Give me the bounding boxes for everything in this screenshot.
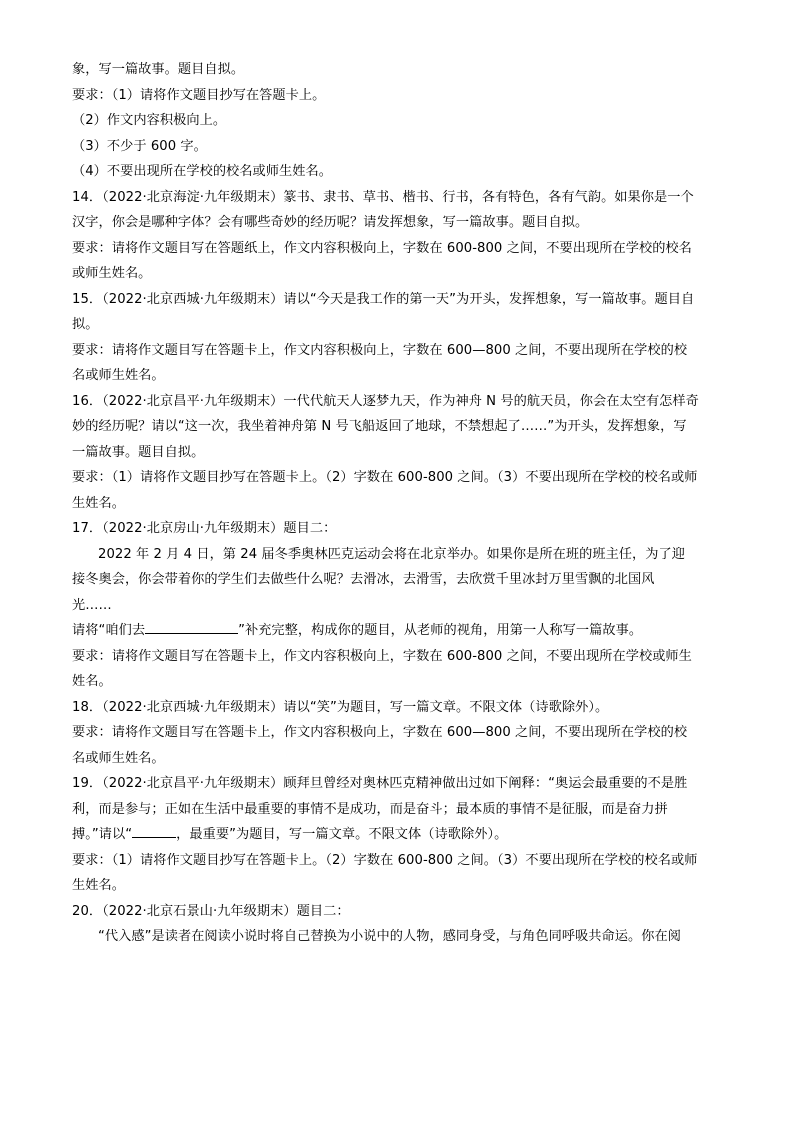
text-line: 要求：请将作文题目写在答题卡上，作文内容积极向上，字数在 600—800 之间，不要出现所在学校的校 (72, 725, 688, 740)
question-18-line: 18．（2022·北京西城·九年级期末）请以“笑”为题目，写一篇文章。不限文体（诗歌除外）。 (72, 699, 609, 715)
fill-in-blank (132, 823, 176, 838)
text-line: （3）不少于 600 字。 (72, 138, 207, 154)
fill-in-line (72, 822, 722, 848)
question-14-line: 14．（2022·北京海淀·九年级期末）篆书、隶书、草书、楷书、行书，各有特色，各有气韵。如果你是一个 (72, 189, 694, 205)
fill-in-suffix: ”补充完整，构成你的题目，从老师的视角，用第一人称写一篇故事。 (238, 623, 643, 638)
text-line: 象，写一篇故事。题目自拟。 (72, 62, 245, 77)
question-19-line: 19．（2022·北京昌平·九年级期末）顾拜旦曾经对奥林匹克精神做出过如下阐释：“奥运会最重要的不是胜 (72, 776, 688, 791)
document-page (72, 57, 722, 950)
text-line: 或师生姓名。 (72, 266, 152, 281)
text-line: 要求：（1）请将作文题目抄写在答题卡上。（2）字数在 600-800 之间。（3）不要出现所在学校的校名或师 (72, 852, 698, 868)
text-line: 要求：（1）请将作文题目抄写在答题卡上。（2）字数在 600-800 之间。（3）不要出现所在学校的校名或师 (72, 470, 698, 485)
text-line: （2）作文内容积极向上。 (72, 113, 227, 128)
text-line: 姓名。 (72, 674, 112, 689)
text-line: 名或师生姓名。 (72, 368, 165, 383)
fill-in-prefix: 搏。”请以“ (72, 827, 133, 842)
question-17-line: 17．（2022·北京房山·九年级期末）题目二： (72, 521, 337, 536)
text-line: 要求：请将作文题目写在答题卡上，作文内容积极向上，字数在 600-800 之间，不要出现所在学校或师生 (72, 648, 692, 664)
question-15-line: 15．（2022·北京西城·九年级期末）请以“今天是我工作的第一天”为开头，发挥想象，写一篇故事。题目自 (72, 291, 695, 307)
text-line: 2022 年 2 月 4 日，第 24 届冬季奥林匹克运动会将在北京举办。如果你是所在班的班主任，为了迎 (98, 546, 685, 562)
fill-in-blank (145, 619, 238, 634)
text-line: 接冬奥会，你会带着你的学生们去做些什么呢？去滑冰，去滑雪，去欣赏千里冰封万里雪飘的北国风 (72, 572, 655, 587)
text-line: 拟。 (72, 317, 99, 332)
text-line: 要求：（1）请将作文题目抄写在答题卡上。 (72, 87, 326, 103)
text-line: 妙的经历呢？请以“这一次，我坐着神舟第 N 号飞船返回了地球，不禁想起了……”为开头，发挥想象，写 (72, 419, 687, 434)
text-line: 要求：请将作文题目写在答题纸上，作文内容积极向上，字数在 600-800 之间，不要出现所在学校的校名 (72, 240, 692, 256)
text-line: 名或师生姓名。 (72, 750, 165, 766)
text-line: 要求：请将作文题目写在答题卡上，作文内容积极向上，字数在 600—800 之间，不要出现所在学校的校 (72, 342, 688, 358)
fill-in-prefix: 请将“咱们去 (72, 623, 146, 638)
question-16-line: 16．（2022·北京昌平·九年级期末）一代代航天人逐梦九天，作为神舟 N 号的航天员，你会在太空有怎样奇 (72, 393, 699, 409)
text-line: 一篇故事。题目自拟。 (72, 444, 205, 460)
fill-in-line (72, 618, 722, 644)
text-line: （4）不要出现所在学校的校名或师生姓名。 (72, 164, 332, 179)
text-line: 光…… (72, 597, 112, 613)
text-line: 生姓名。 (72, 878, 125, 893)
fill-in-suffix: ，最重要”为题目，写一篇文章。不限文体（诗歌除外）。 (176, 827, 508, 842)
text-line: 利，而是参与；正如在生活中最重要的事情不是成功，而是奋斗；最本质的事情不是征服，而是奋力拼 (72, 801, 668, 817)
question-20-line: 20．（2022·北京石景山·九年级期末）题目二： (72, 903, 350, 919)
text-line: 生姓名。 (72, 495, 125, 511)
text-line: 汉字，你会是哪种字体？会有哪些奇妙的经历呢？请发挥想象，写一篇故事。题目自拟。 (72, 215, 589, 230)
text-line: “代入感”是读者在阅读小说时将自己替换为小说中的人物，感同身受，与角色同呼吸共命运。你在阅 (98, 929, 681, 944)
